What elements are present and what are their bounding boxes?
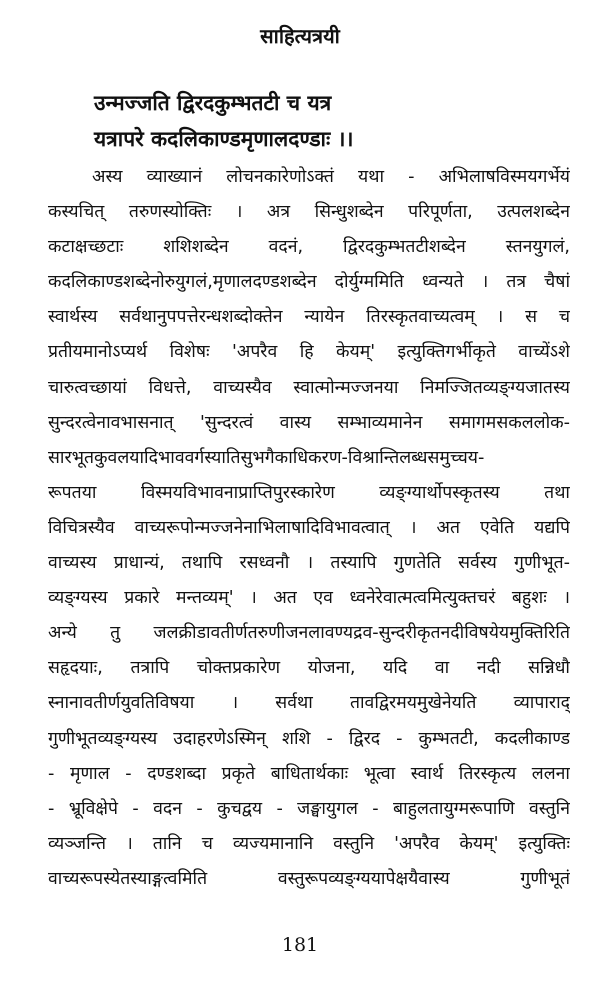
verse-line-1: उन्मज्जति द्विरदकुम्भतटी च यत्र [94,91,332,115]
body-line: विचित्रस्यैव वाच्यरूपोन्मज्जनेनाभिलाषादिविभावत्वात् । अत एवेति यद्यपि [48,517,570,538]
body-line: वाच्यरूपस्येतस्याङ्गत्वमिति वस्तुरूपव्यङ्ग्ययापेक्षयैवास्य गुणीभूतं [48,868,570,889]
body-line: गुणीभूतव्यङ्ग्यस्य उदाहरणेऽस्मिन् शशि - द्विरद - कुम्भतटी, कदलीकाण्ड [48,728,570,749]
commentary-body [48,160,570,897]
body-line: - भ्रूविक्षेपे - वदन - कुचद्वय - जङ्घायुगल - बाहुलतायुग्मरूपाणि वस्तुनि [48,798,570,819]
body-line: चारुत्वच्छायां विधत्ते, वाच्यस्यैव स्वात्मोन्मज्जनया निमज्जितव्यङ्ग्यजातस्य [48,377,570,398]
body-line: कस्यचित् तरुणस्योक्तिः । अत्र सिन्धुशब्देन परिपूर्णता, उत्पलशब्देन [48,202,570,223]
body-line: स्नानावतीर्णयुवतिविषया । सर्वथा तावद्विरमयमुखेनेयति व्यापाराद् [48,693,570,714]
body-line: कटाक्षच्छटाः शशिशब्देन वदनं, द्विरदकुम्भतटीशब्देन स्तनयुगलं, [48,237,570,258]
body-line: प्रतीयमानोऽप्यर्थ विशेषः 'अपरैव हि केयम्' इत्युक्तिगर्भीकृते वाच्येंऽशे [48,342,570,363]
body-line: स्वार्थस्य सर्वथानुपपत्तेरन्धशब्दोक्तेन न्यायेन तिरस्कृतवाच्यत्वम् । स च [48,307,570,328]
body-line: अन्ये तु जलक्रीडावतीर्णतरुणीजनलावण्यद्रव-सुन्दरीकृतनदीविषयेयमुक्तिरिति [48,623,570,644]
body-line: सहृदयाः, तत्रापि चोक्तप्रकारेण योजना, यदि वा नदी सन्निधौ [48,658,570,679]
body-line: सुन्दरत्वेनावभासनात् 'सुन्दरत्वं वास्य सम्भाव्यमानेन समागमसकललोक- [48,412,570,433]
body-line: व्यञ्जन्ति । तानि च व्यज्यमानानि वस्तुनि 'अपरैव केयम्' इत्युक्तिः [48,833,570,854]
body-line: कदलिकाण्डशब्देनोरुयुगलं,मृणालदण्डशब्देन दोर्युग्ममिति ध्वन्यते । तत्र चैषां [48,272,570,293]
body-line: सारभूतकुवलयादिभाववर्गस्यातिसुभगैकाधिकरण-विश्रान्तिलब्धसमुच्चय- [48,447,485,468]
verse-line-2: यत्रापरे कदलिकाण्डमृणालदण्डाः ।। [94,127,354,151]
page-number: 181 [281,934,319,956]
body-line: व्यङ्ग्यस्य प्रकारे मन्तव्यम्' । अत एव ध्वनेरेवात्मत्वमित्युक्तचरं बहुशः । [48,588,570,609]
body-line: वाच्यस्य प्राधान्यं, तथापि रसध्वनौ । तस्यापि गुणतेति सर्वस्य गुणीभूत- [48,553,570,574]
running-head: साहित्यत्रयी [260,24,340,48]
body-line: रूपतया विस्मयविभावनाप्राप्तिपुरस्कारेण व्यङ्ग्यार्थोपस्कृतस्य तथा [48,482,570,503]
body-line: अस्य व्याख्यानं लोचनकारेणोऽक्तं यथा - अभिलाषविस्मयगर्भेयं [92,167,570,187]
body-line: - मृणाल - दण्डशब्दा प्रकृते बाधितार्थकाः भूत्वा स्वार्थ तिरस्कृत्य ललना [48,763,570,784]
